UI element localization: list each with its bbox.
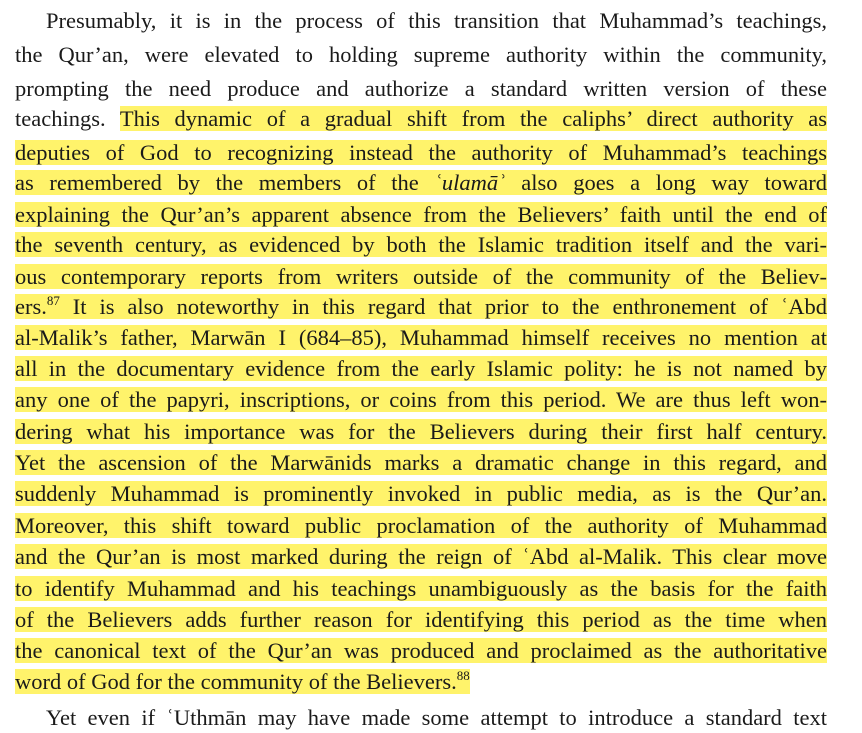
highlighted-text: ous contemporary reports from writers outside of the community of the Believ- [15,264,827,289]
text-line [15,667,827,697]
text-line: Yet even if ʿUthmān may have made some attempt to introduce a standard text [46,705,827,730]
highlighted-text: Moreover, this shift toward public proclamation of the authority of Muhammad [15,513,827,538]
highlighted-text: as remembered by the members of the ʿulamāʾ also goes a long way toward [15,170,827,195]
highlighted-text: all in the documentary evidence from the early Islamic polity: he is not named by [15,356,827,381]
text-line [15,138,827,168]
text-line [15,323,827,353]
highlighted-text: and the Qur’an is most marked during the reign of ʿAbd al-Malik. This clear move [15,544,827,569]
text-line [15,385,827,415]
highlighted-text: dering what his importance was for the Believers during their first half century. [15,419,827,444]
text-line [15,511,827,541]
text-line [15,168,827,198]
text-line [15,200,827,230]
text-line: teachings. This dynamic of a gradual shift from the caliphs’ direct authority as [15,106,827,131]
text-line [15,479,827,509]
text-line [15,605,827,635]
text-line [15,636,827,666]
text-line [15,542,827,572]
text-line: prompting the need produce and authorize a standard written version of these [15,76,827,101]
footnote-ref[interactable]: 88 [456,668,470,683]
text-line [15,230,827,260]
highlighted-text: ers.$^{87}$ It is also noteworthy in this regard that prior to the enthronement of ʿAbd [15,293,827,319]
italic-term: ʿulamāʾ [434,170,506,195]
highlighted-text: explaining the Qur’an’s apparent absence from the Believers’ faith until the end of [15,202,827,227]
text-line: Presumably, it is in the process of this transition that Muhammad’s teachings, [46,8,827,33]
highlighted-text: Yet the ascension of the Marwānids marks a dramatic change in this regard, and [15,450,827,475]
highlighted-text: to identify Muhammad and his teachings unambiguously as the basis for the faith [15,576,827,601]
highlighted-text: of the Believers adds further reason for identifying this period as the time when [15,607,827,632]
highlighted-text: al-Malik’s father, Marwān I (684–85), Muhammad himself receives no mention at [15,325,827,350]
highlighted-text: deputies of God to recognizing instead the authority of Muhammad’s teachings [15,140,827,165]
highlighted-text: This dynamic of a gradual shift from the caliphs’ direct authority as [119,106,827,131]
highlighted-text: suddenly Muhammad is prominently invoked in public media, as is the Qur’an. [15,481,827,506]
text-line [15,417,827,447]
highlighted-text: word of God for the community of the Believers.$^{88}$ [15,668,470,694]
highlighted-text: any one of the papyri, inscriptions, or coins from this period. We are thus left won- [15,387,827,412]
highlighted-text: the seventh century, as evidenced by both the Islamic tradition itself and the vari- [15,232,827,257]
text-line: the Qur’an, were elevated to holding supreme authority within the community, [15,42,827,67]
text-line [15,448,827,478]
footnote-ref[interactable]: 87 [46,293,60,308]
text-line [15,292,827,322]
text-line [15,262,827,292]
text-line [15,574,827,604]
highlighted-text: the canonical text of the Qur’an was produced and proclaimed as the authoritative [15,638,827,663]
text-line [15,354,827,384]
